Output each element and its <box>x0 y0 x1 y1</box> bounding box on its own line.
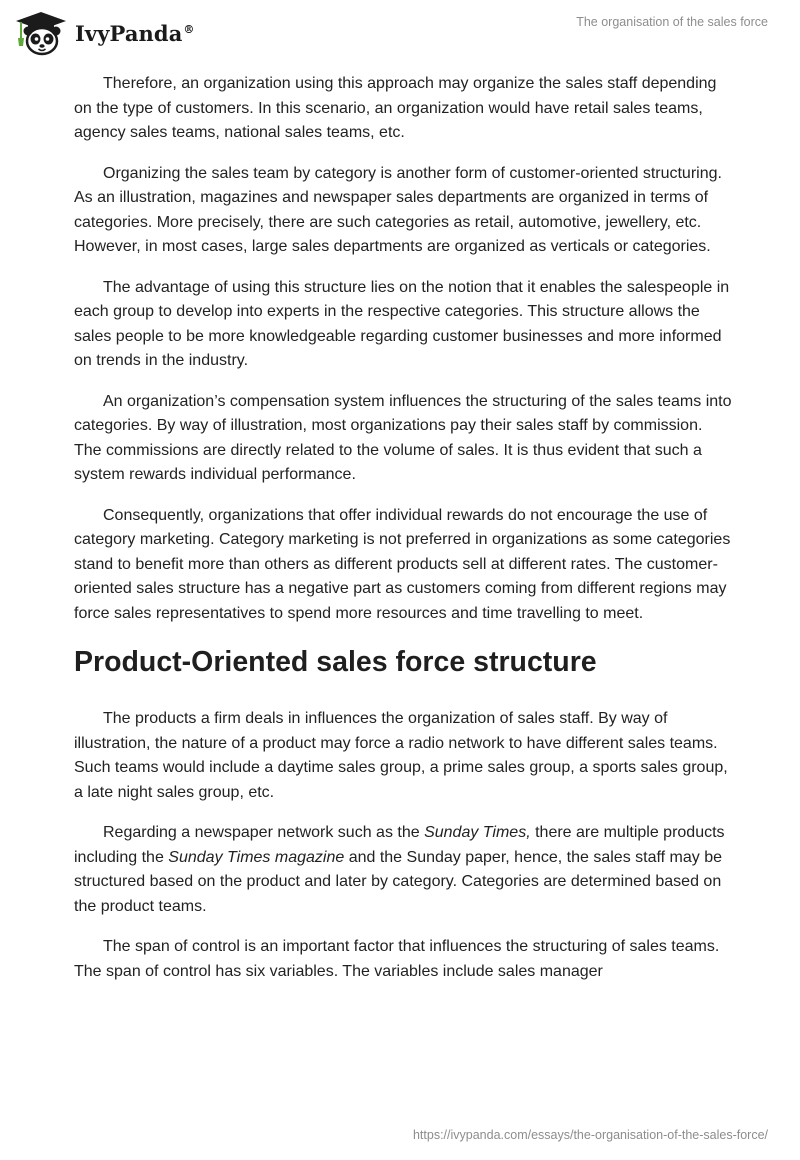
italic-title: Sunday Times magazine <box>168 848 345 866</box>
essay-content <box>74 72 734 1000</box>
paragraph: The span of control is an important factor that influences the structuring of sales teams. The span of control has six variables. The variables include sales manager <box>74 938 720 980</box>
ivypanda-logo[interactable] <box>14 10 195 56</box>
panda-graduate-logo-icon <box>14 10 68 56</box>
source-url[interactable]: https://ivypanda.com/essays/the-organisation-of-the-sales-force/ <box>412 1128 768 1142</box>
document-title: The organisation of the sales force <box>576 15 768 29</box>
paragraph: Regarding a newspaper network such as the Sunday Times, there are multiple products including the Sunday Times magazine and the Sunday paper, hence, the sales staff may be structured based on the product and later by category. Categories are determined based on the product teams. <box>74 824 725 915</box>
paragraph: Organizing the sales team by category is another form of customer-oriented structuring. As an illustration, magazines and newspaper sales departments are organized in terms of categories. More precisely, there are such categories as retail, automotive, jewellery, etc. However, in most cases, large sales departments are organized as verticals or categories. <box>74 164 722 255</box>
paragraph: Therefore, an organization using this approach may organize the sales staff depending on the type of customers. In this scenario, an organization would have retail sales teams, agency sales teams, national sales teams, etc. <box>74 75 717 141</box>
italic-title: Sunday Times, <box>424 824 531 841</box>
paragraph: The advantage of using this structure lies on the notion that it enables the salespeople in each group to develop into experts in the respective categories. This structure allows the sales people to be more knowledgeable regarding customer businesses and more informed on trends in the industry. <box>74 278 730 369</box>
page-header <box>0 0 800 60</box>
section-heading: Product-Oriented sales force structure <box>74 646 597 678</box>
paragraph: An organization’s compensation system influences the structuring of the sales teams into categories. By way of illustration, most organizations pay their sales staff by commission. The commissions are directly related to the volume of sales. It is thus evident that such a system rewards individual performance. <box>74 392 732 483</box>
paragraph: Consequently, organizations that offer individual rewards do not encourage the use of category marketing. Category marketing is not preferred in organizations as some categories stand to benefit more than others as different products sell at different rates. The customer-oriented sales structure has a negative part as customers coming from different regions may force sales representatives to spend more resources and time travelling to meet. <box>74 506 731 622</box>
logo-wordmark: IvyPanda® <box>75 20 195 46</box>
paragraph: The products a firm deals in influences the organization of sales staff. By way of illustration, the nature of a product may force a radio network to have different sales teams. Such teams would include a daytime sales group, a prime sales group, a sports sales group, a late night sales group, etc. <box>74 710 728 801</box>
